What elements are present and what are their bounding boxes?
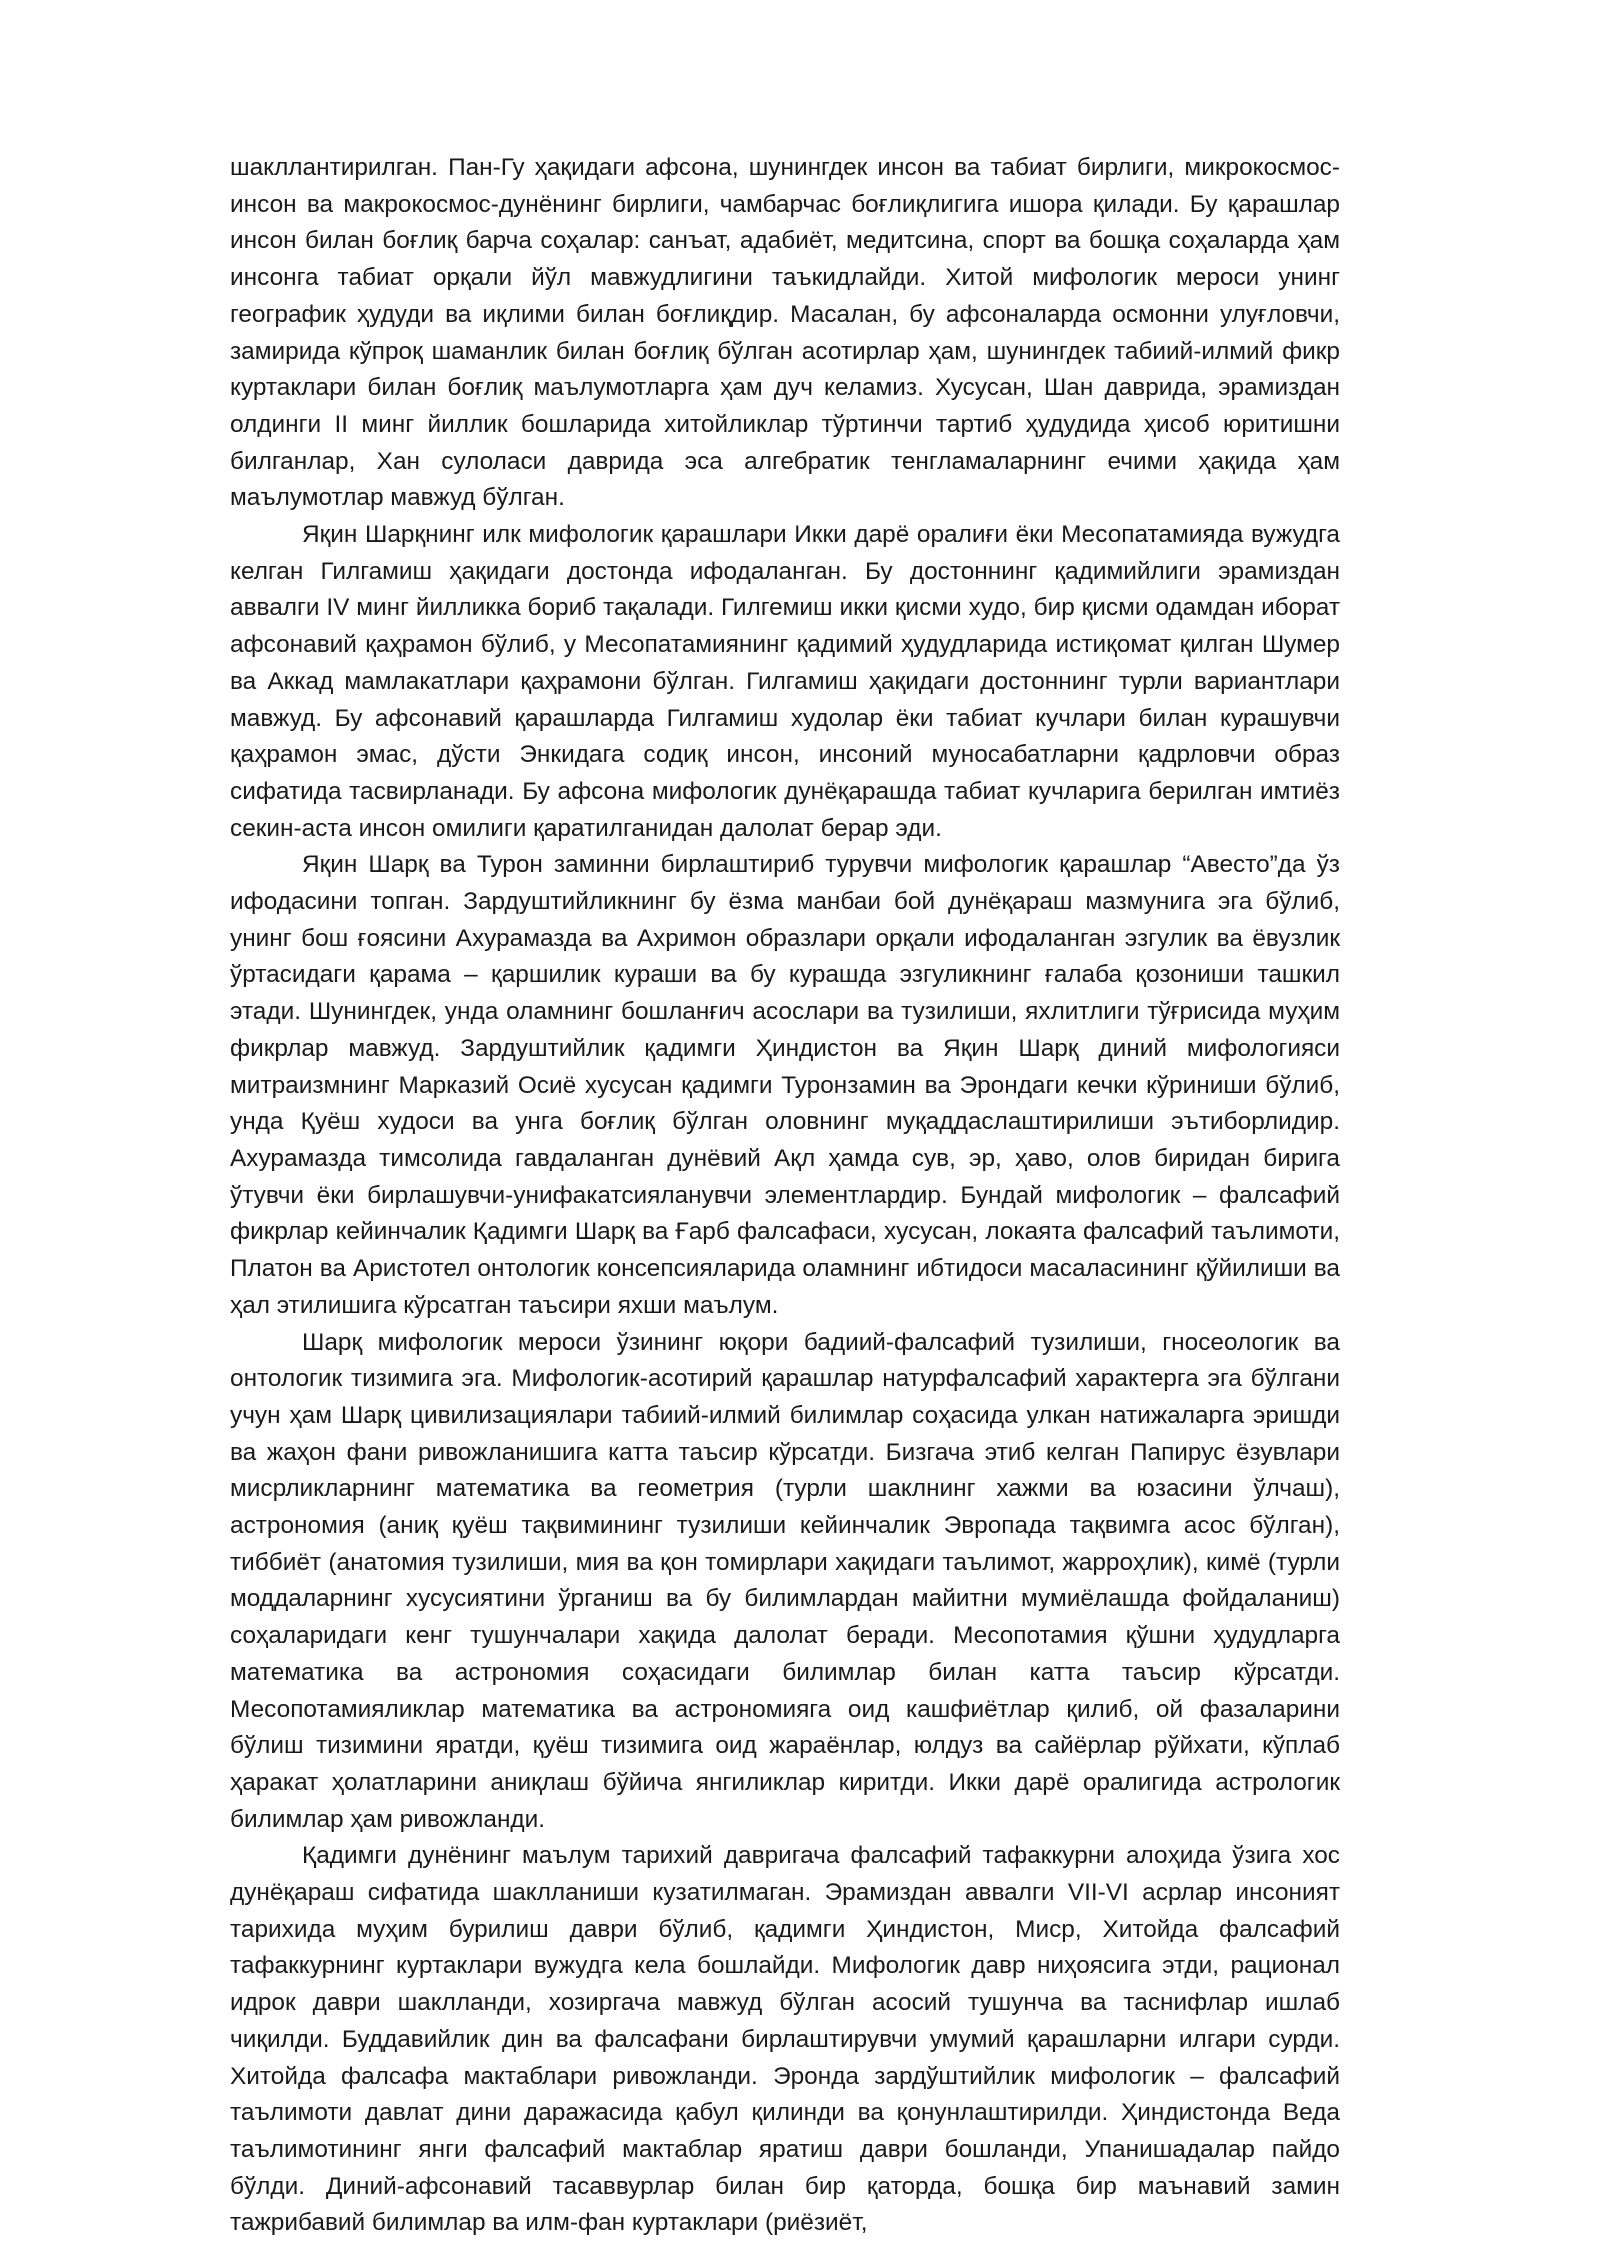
paragraph: шакллантирилган. Пан-Гу ҳақидаги афсона, шунингдек инсон ва табиат бирлиги, микрокосмос-инсон ва макрокосмос-дунёнинг бирлиги, чамбарчас боғлиқлигига ишора қилади. Бу қарашлар инсон билан боғлиқ барча соҳалар: санъат, адабиёт, медитсина, спорт ва бошқа соҳаларда ҳам инсонга табиат орқали йўл мавжудлигини таъкидлайди. Хитой мифологик мероси унинг географик ҳудуди ва иқлими билан боғлиқдир. Масалан, бу афсоналарда осмонни улуғловчи, замирида кўпроқ шаманлик билан боғлиқ бўлган асотирлар ҳам, шунингдек табиий-илмий фикр куртаклари билан боғлиқ маълумотларга ҳам дуч келамиз. Хусусан, Шан даврида, эрамиздан олдинги II минг йиллик бошларида хитойликлар тўртинчи тартиб ҳудудида ҳисоб юритишни билганлар, Хан сулоласи даврида эса алгебратик тенгламаларнинг ечими ҳақида ҳам маълумотлар мавжуд бўлган. <box>230 154 1340 512</box>
paragraph: Яқин Шарқ ва Турон заминни бирлаштириб турувчи мифологик қарашлар “Авесто”да ўз ифодасини топган. Зардуштийликнинг бу ёзма манбаи бой дунёқараш мазмунига эга бўлиб, унинг бош ғоясини Ахурамазда ва Ахримон образлари орқали ифодаланган эзгулик ва ёвузлик ўртасидаги қарама – қаршилик кураши ва бу курашда эзгуликнинг ғалаба қозониши ташкил этади. Шунингдек, унда оламнинг бошланғич асослари ва тузилиши, яхлитлиги тўғрисида муҳим фикрлар мавжуд. Зардуштийлик қадимги Ҳиндистон ва Яқин Шарқ диний мифологияси митраизмнинг Марказий Осиё хусусан қадимги Туронзамин ва Эрондаги кечки кўриниши бўлиб, унда Қуёш худоси ва унга боғлиқ бўлган оловнинг муқаддаслаштирилиши эътиборлидир. Ахурамазда тимсолида гавдаланган дунёвий Ақл ҳамда сув, эр, ҳаво, олов биридан бирига ўтувчи ёки бирлашувчи-унифакатсияланувчи элементлардир. Бундай мифологик – фалсафий фикрлар кейинчалик Қадимги Шарқ ва Ғарб фалсафаси, хусусан, локаята фалсафий таълимоти, Платон ва Аристотел онтологик консепсияларида оламнинг ибтидоси масаласининг қўйилиши ва ҳал этилишига кўрсатган таъсири яхши маълум. <box>230 851 1340 1319</box>
paragraph: Шарқ мифологик мероси ўзининг юқори бадиий-фалсафий тузилиши, гносеологик ва онтологик тизимига эга. Мифологик-асотирий қарашлар натурфалсафий характерга эга бўлгани учун ҳам Шарқ цивилизациялари табиий-илмий билимлар соҳасида улкан натижаларга эришди ва жаҳон фани ривожланишига катта таъсир кўрсатди. Бизгача этиб келган Папирус ёзувлари мисрликларнинг математика ва геометрия (турли шаклнинг хажми ва юзасини ўлчаш), астрономия (аниқ қуёш тақвимининг тузилиши кейинчалик Эвропада тақвимга асос бўлган), тиббиёт (анатомия тузилиши, мия ва қон томирлари хақидаги таълимот, жарроҳлик), кимё (турли моддаларнинг хусусиятини ўрганиш ва бу билимлардан майитни мумиёлашда фойдаланиш) соҳаларидаги кенг тушунчалари хақида далолат беради. Месопотамия қўшни ҳудудларга математика ва астрономия соҳасидаги билимлар билан катта таъсир кўрсатди. Месопотамияликлар математика ва астрономияга оид кашфиётлар қилиб, ой фазаларини бўлиш тизимини яратди, қуёш тизимига оид жараёнлар, юлдуз ва сайёрлар рўйхати, кўплаб ҳаракат ҳолатларини аниқлаш бўйича янгиликлар киритди. Икки дарё оралигида астрологик билимлар ҳам ривожланди. <box>230 1328 1340 1833</box>
text-column <box>230 150 1340 2242</box>
paragraph: Яқин Шарқнинг илк мифологик қарашлари Икки дарё оралиғи ёки Месопатамияда вужудга келган Гилгамиш ҳақидаги достонда ифодаланган. Бу достоннинг қадимийлиги эрамиздан аввалги IV минг йилликка бориб тақалади. Гилгемиш икки қисми худо, бир қисми одамдан иборат афсонавий қаҳрамон бўлиб, у Месопатамиянинг қадимий ҳудудларида истиқомат қилган Шумер ва Аккад мамлакатлари қаҳрамони бўлган. Гилгамиш ҳақидаги достоннинг турли вариантлари мавжуд. Бу афсонавий қарашларда Гилгамиш худолар ёки табиат кучлари билан курашувчи қаҳрамон эмас, дўсти Энкидага содиқ инсон, инсоний муносабатларни қадрловчи образ сифатида тасвирланади. Бу афсона мифологик дунёқарашда табиат кучларига берилган имтиёз секин-аста инсон омилиги қаратилганидан далолат берар эди. <box>230 521 1340 842</box>
paragraph: Қадимги дунёнинг маълум тарихий давригача фалсафий тафаккурни алоҳида ўзига хос дунёқараш сифатида шаклланиши кузатилмаган. Эрамиздан аввалги VII-VI асрлар инсоният тарихида муҳим бурилиш даври бўлиб, қадимги Ҳиндистон, Миср, Хитойда фалсафий тафаккурнинг куртаклари вужудга кела бошлайди. Мифологик давр ниҳоясига этди, рационал идрок даври шаклланди, хозиргача мавжуд бўлган асосий тушунча ва таснифлар ишлаб чиқилди. Буддавийлик дин ва фалсафани бирлаштирувчи умумий қарашларни илгари сурди. Хитойда фалсафа мактаблари ривожланди. Эронда зардўштийлик мифологик – фалсафий таълимоти давлат дини даражасида қабул қилинди ва қонунлаштирилди. Ҳиндистонда Веда таълимотининг янги фалсафий мактаблар яратиш даври бошланди, Упанишадалар пайдо бўлди. Диний-афсонавий тасаввурлар билан бир қаторда, бошқа бир маънавий замин тажрибавий билимлар ва илм-фан куртаклари (риёзиёт, <box>230 1842 1340 2237</box>
